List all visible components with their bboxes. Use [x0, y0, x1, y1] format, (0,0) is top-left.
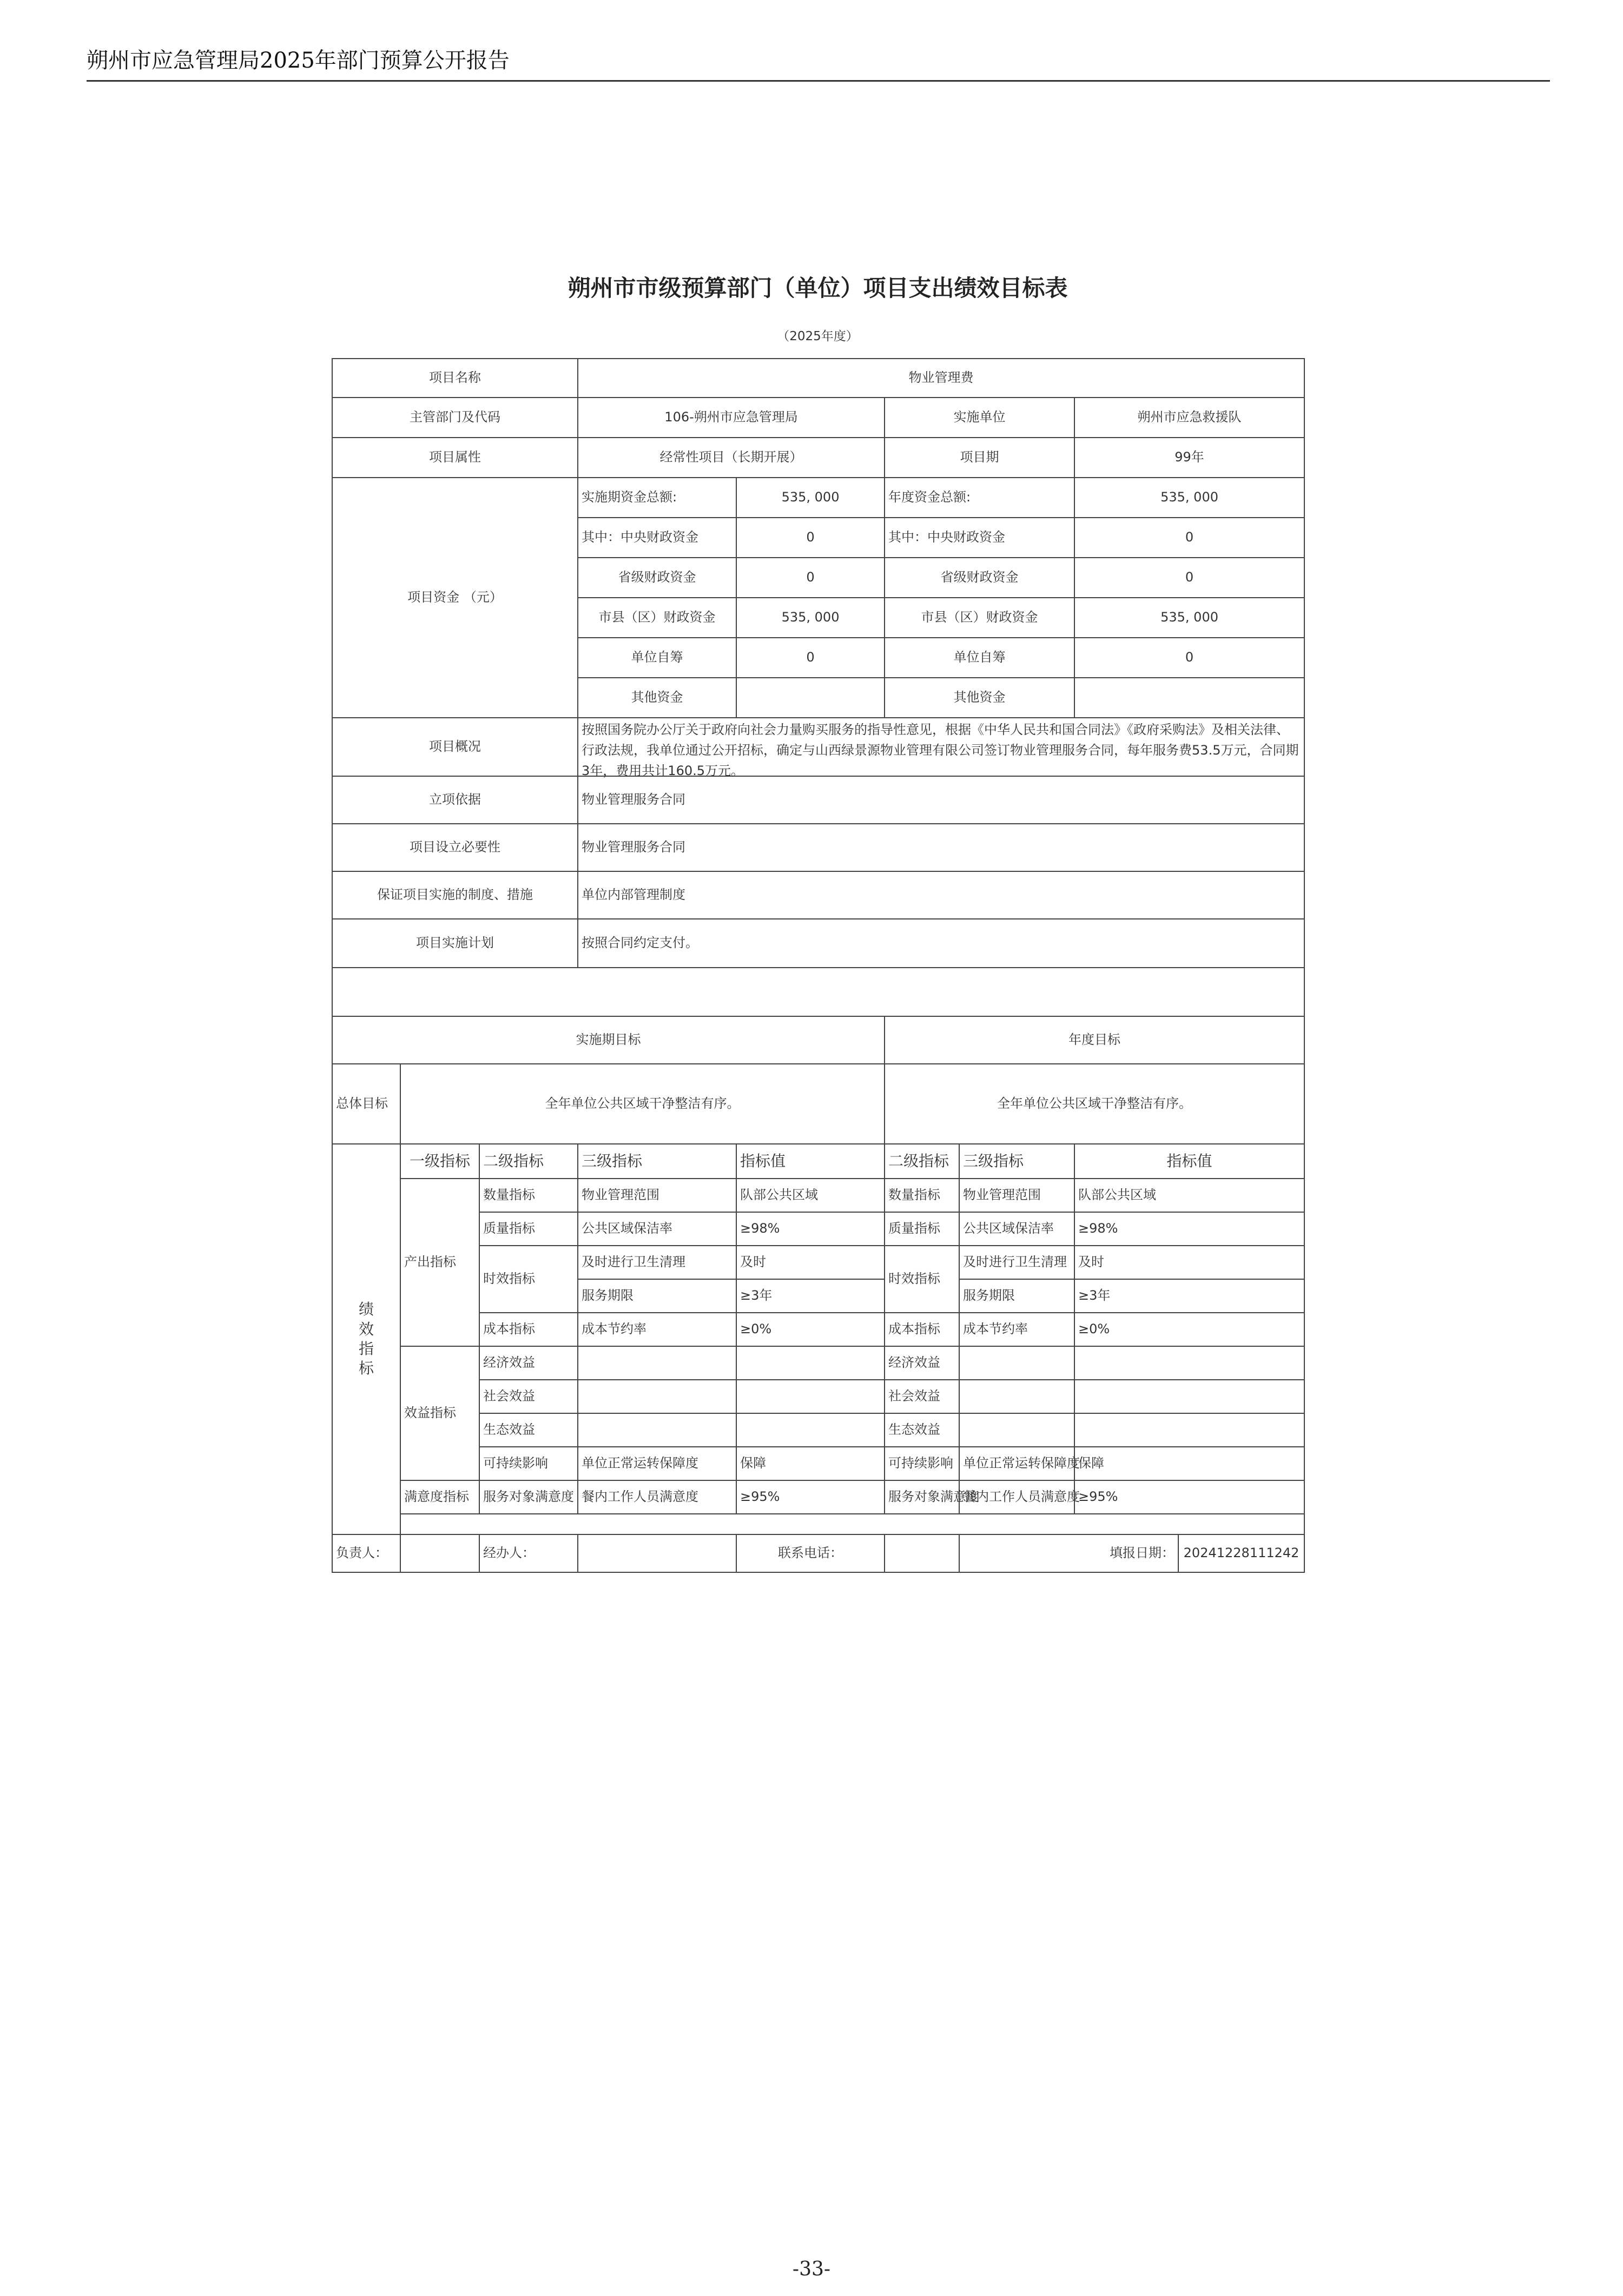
table-row-l3: 成本节约率 — [578, 1313, 736, 1346]
table-row-l2-annual: 生态效益 — [885, 1413, 959, 1447]
table-row-value-annual: 队部公共区域 — [1074, 1179, 1304, 1212]
table-row-l2: 质量指标 — [479, 1212, 578, 1246]
funds-provincial-label-annual: 省级财政资金 — [885, 558, 1074, 598]
header-level3-annual: 三级指标 — [959, 1144, 1074, 1179]
funds-other-value — [736, 678, 885, 718]
table-row-value-annual: ≥3年 — [1074, 1279, 1304, 1313]
table-row-l2-annual: 经济效益 — [885, 1346, 959, 1380]
table-row-value — [736, 1413, 885, 1447]
necessity-text: 物业管理服务合同 — [578, 824, 1304, 871]
project-name-label: 项目名称 — [332, 359, 578, 398]
funds-city-value-annual: 535, 000 — [1074, 598, 1304, 638]
header-value: 指标值 — [736, 1144, 885, 1179]
table-row-value-annual: 及时 — [1074, 1246, 1304, 1279]
funds-city-label-annual: 市县（区）财政资金 — [885, 598, 1074, 638]
funds-self-label-annual: 单位自筹 — [885, 638, 1074, 678]
header-level3: 三级指标 — [578, 1144, 736, 1179]
measures-label: 保证项目实施的制度、措施 — [332, 871, 578, 919]
funds-city-label: 市县（区）财政资金 — [578, 598, 736, 638]
blank-indicator-row — [400, 1514, 1304, 1534]
phone-label: 联系电话： — [736, 1534, 885, 1572]
table-row-l2: 时效指标 — [479, 1246, 578, 1313]
funds-provincial-value-annual: 0 — [1074, 558, 1304, 598]
benefit-indicator-label: 效益指标 — [400, 1346, 479, 1480]
table-row-l3-annual: 单位正常运转保障度 — [959, 1447, 1074, 1480]
overall-target-label: 总体目标 — [332, 1064, 400, 1144]
table-row-value: ≥98% — [736, 1212, 885, 1246]
impl-target-label: 实施期目标 — [332, 1016, 885, 1064]
funds-central-label-annual: 其中：中央财政资金 — [885, 518, 1074, 558]
table-row-l2: 成本指标 — [479, 1313, 578, 1346]
table-row-l3 — [578, 1413, 736, 1447]
funds-self-value: 0 — [736, 638, 885, 678]
table-row-l2: 经济效益 — [479, 1346, 578, 1380]
funds-central-value-annual: 0 — [1074, 518, 1304, 558]
annual-overall-target: 全年单位公共区域干净整洁有序。 — [885, 1064, 1304, 1144]
table-row-value-annual: ≥0% — [1074, 1313, 1304, 1346]
document-year: （2025年度） — [777, 329, 859, 343]
funds-total-label: 实施期资金总额: — [578, 478, 736, 518]
table-row-l2-annual: 社会效益 — [885, 1380, 959, 1413]
satisfaction-indicator-label: 满意度指标 — [400, 1480, 479, 1514]
funds-annual-value: 535, 000 — [1074, 478, 1304, 518]
fill-date-label: 填报日期： — [959, 1534, 1178, 1572]
dept-value: 106-朔州市应急管理局 — [578, 398, 885, 438]
impl-unit-value: 朔州市应急救援队 — [1074, 398, 1304, 438]
table-row-l3-annual: 服务期限 — [959, 1279, 1074, 1313]
table-row-l3: 服务期限 — [578, 1279, 736, 1313]
handler-value — [578, 1534, 736, 1572]
funds-central-label: 其中：中央财政资金 — [578, 518, 736, 558]
table-row-l3: 公共区域保洁率 — [578, 1212, 736, 1246]
fill-date-value: 20241228111242 — [1178, 1534, 1304, 1572]
table-row-l2-annual: 时效指标 — [885, 1246, 959, 1313]
table-row-l3-annual: 及时进行卫生清理 — [959, 1246, 1074, 1279]
overview-label: 项目概况 — [332, 718, 578, 776]
header-level2-annual: 二级指标 — [885, 1144, 959, 1179]
funds-other-label-annual: 其他资金 — [885, 678, 1074, 718]
performance-target-table — [332, 358, 1305, 1573]
running-header: 朔州市应急管理局2025年部门预算公开报告 — [87, 48, 510, 73]
table-row-l3-annual — [959, 1380, 1074, 1413]
table-row-value-annual — [1074, 1380, 1304, 1413]
table-row-l2-annual: 数量指标 — [885, 1179, 959, 1212]
indicators-side-label: 绩 效 指 标 — [332, 1144, 400, 1534]
table-row-l3-annual — [959, 1346, 1074, 1380]
table-row-l2: 可持续影响 — [479, 1447, 578, 1480]
responsible-value — [400, 1534, 479, 1572]
responsible-label: 负责人： — [332, 1534, 400, 1572]
table-row-l2: 数量指标 — [479, 1179, 578, 1212]
table-row-l3 — [578, 1346, 736, 1380]
table-row-l2: 服务对象满意度 — [479, 1480, 578, 1514]
table-row-value-annual: 保障 — [1074, 1447, 1304, 1480]
basis-text: 物业管理服务合同 — [578, 776, 1304, 824]
table-row-l2: 社会效益 — [479, 1380, 578, 1413]
table-row-value-annual — [1074, 1346, 1304, 1380]
phone-value — [885, 1534, 959, 1572]
table-row-l2-annual: 成本指标 — [885, 1313, 959, 1346]
table-row-l3-annual: 物业管理范围 — [959, 1179, 1074, 1212]
funds-provincial-label: 省级财政资金 — [578, 558, 736, 598]
plan-label: 项目实施计划 — [332, 919, 578, 968]
overview-text: 按照国务院办公厅关于政府向社会力量购买服务的指导性意见，根据《中华人民共和国合同法》《政府采购法》及相关法律、行政法规，我单位通过公开招标，确定与山西绿景源物业管理有限公司签订物业管理服务合同，每年服务费53.5万元，合同期3年，费用共计160.5万元。 — [582, 722, 1299, 778]
annual-target-label: 年度目标 — [885, 1016, 1304, 1064]
page-number: -33- — [792, 2258, 831, 2280]
impl-unit-label: 实施单位 — [885, 398, 1074, 438]
document-title: 朔州市市级预算部门（单位）项目支出绩效目标表 — [568, 275, 1068, 301]
table-row-value: 保障 — [736, 1447, 885, 1480]
header-value-annual: 指标值 — [1074, 1144, 1304, 1179]
funds-other-label: 其他资金 — [578, 678, 736, 718]
table-row-value: ≥3年 — [736, 1279, 885, 1313]
table-row-l3: 餐内工作人员满意度 — [578, 1480, 736, 1514]
table-row-l3-annual: 成本节约率 — [959, 1313, 1074, 1346]
output-indicator-label: 产出指标 — [400, 1179, 479, 1346]
funds-self-value-annual: 0 — [1074, 638, 1304, 678]
measures-text: 单位内部管理制度 — [578, 871, 1304, 919]
table-row-l3: 单位正常运转保障度 — [578, 1447, 736, 1480]
table-row-value — [736, 1380, 885, 1413]
plan-text: 按照合同约定支付。 — [578, 919, 1304, 968]
handler-label: 经办人： — [479, 1534, 578, 1572]
basis-label: 立项依据 — [332, 776, 578, 824]
project-funds-label: 项目资金 （元） — [332, 478, 578, 718]
table-row-value-annual: ≥98% — [1074, 1212, 1304, 1246]
header-rule — [87, 80, 1550, 82]
necessity-label: 项目设立必要性 — [332, 824, 578, 871]
header-level1: 一级指标 — [400, 1144, 479, 1179]
table-row-l3-annual: 餐内工作人员满意度 — [959, 1480, 1074, 1514]
table-row-value: 队部公共区域 — [736, 1179, 885, 1212]
table-row-l2: 生态效益 — [479, 1413, 578, 1447]
table-row-value: ≥0% — [736, 1313, 885, 1346]
table-row-l2-annual: 质量指标 — [885, 1212, 959, 1246]
funds-self-label: 单位自筹 — [578, 638, 736, 678]
funds-central-value: 0 — [736, 518, 885, 558]
project-attr-value: 经常性项目（长期开展） — [578, 438, 885, 478]
project-attr-label: 项目属性 — [332, 438, 578, 478]
project-name-value: 物业管理费 — [578, 359, 1304, 398]
funds-provincial-value: 0 — [736, 558, 885, 598]
overview-text-cell — [578, 718, 1304, 776]
table-row-l3: 及时进行卫生清理 — [578, 1246, 736, 1279]
impl-overall-target: 全年单位公共区域干净整洁有序。 — [400, 1064, 885, 1144]
funds-city-value: 535, 000 — [736, 598, 885, 638]
table-row-value-annual — [1074, 1413, 1304, 1447]
table-row-value: 及时 — [736, 1246, 885, 1279]
table-row-l3-annual — [959, 1413, 1074, 1447]
table-row-l2-annual: 服务对象满意度 — [885, 1480, 959, 1514]
header-level2: 二级指标 — [479, 1144, 578, 1179]
dept-label: 主管部门及代码 — [332, 398, 578, 438]
table-row-l3: 物业管理范围 — [578, 1179, 736, 1212]
table-row-l3 — [578, 1380, 736, 1413]
table-row-value-annual: ≥95% — [1074, 1480, 1304, 1514]
funds-total-value: 535, 000 — [736, 478, 885, 518]
table-row-value: ≥95% — [736, 1480, 885, 1514]
table-row-value — [736, 1346, 885, 1380]
funds-other-value-annual — [1074, 678, 1304, 718]
table-row-l3-annual: 公共区域保洁率 — [959, 1212, 1074, 1246]
project-period-value: 99年 — [1074, 438, 1304, 478]
project-period-label: 项目期 — [885, 438, 1074, 478]
blank-separator-row — [332, 968, 1304, 1016]
table-row-l2-annual: 可持续影响 — [885, 1447, 959, 1480]
funds-annual-label: 年度资金总额: — [885, 478, 1074, 518]
